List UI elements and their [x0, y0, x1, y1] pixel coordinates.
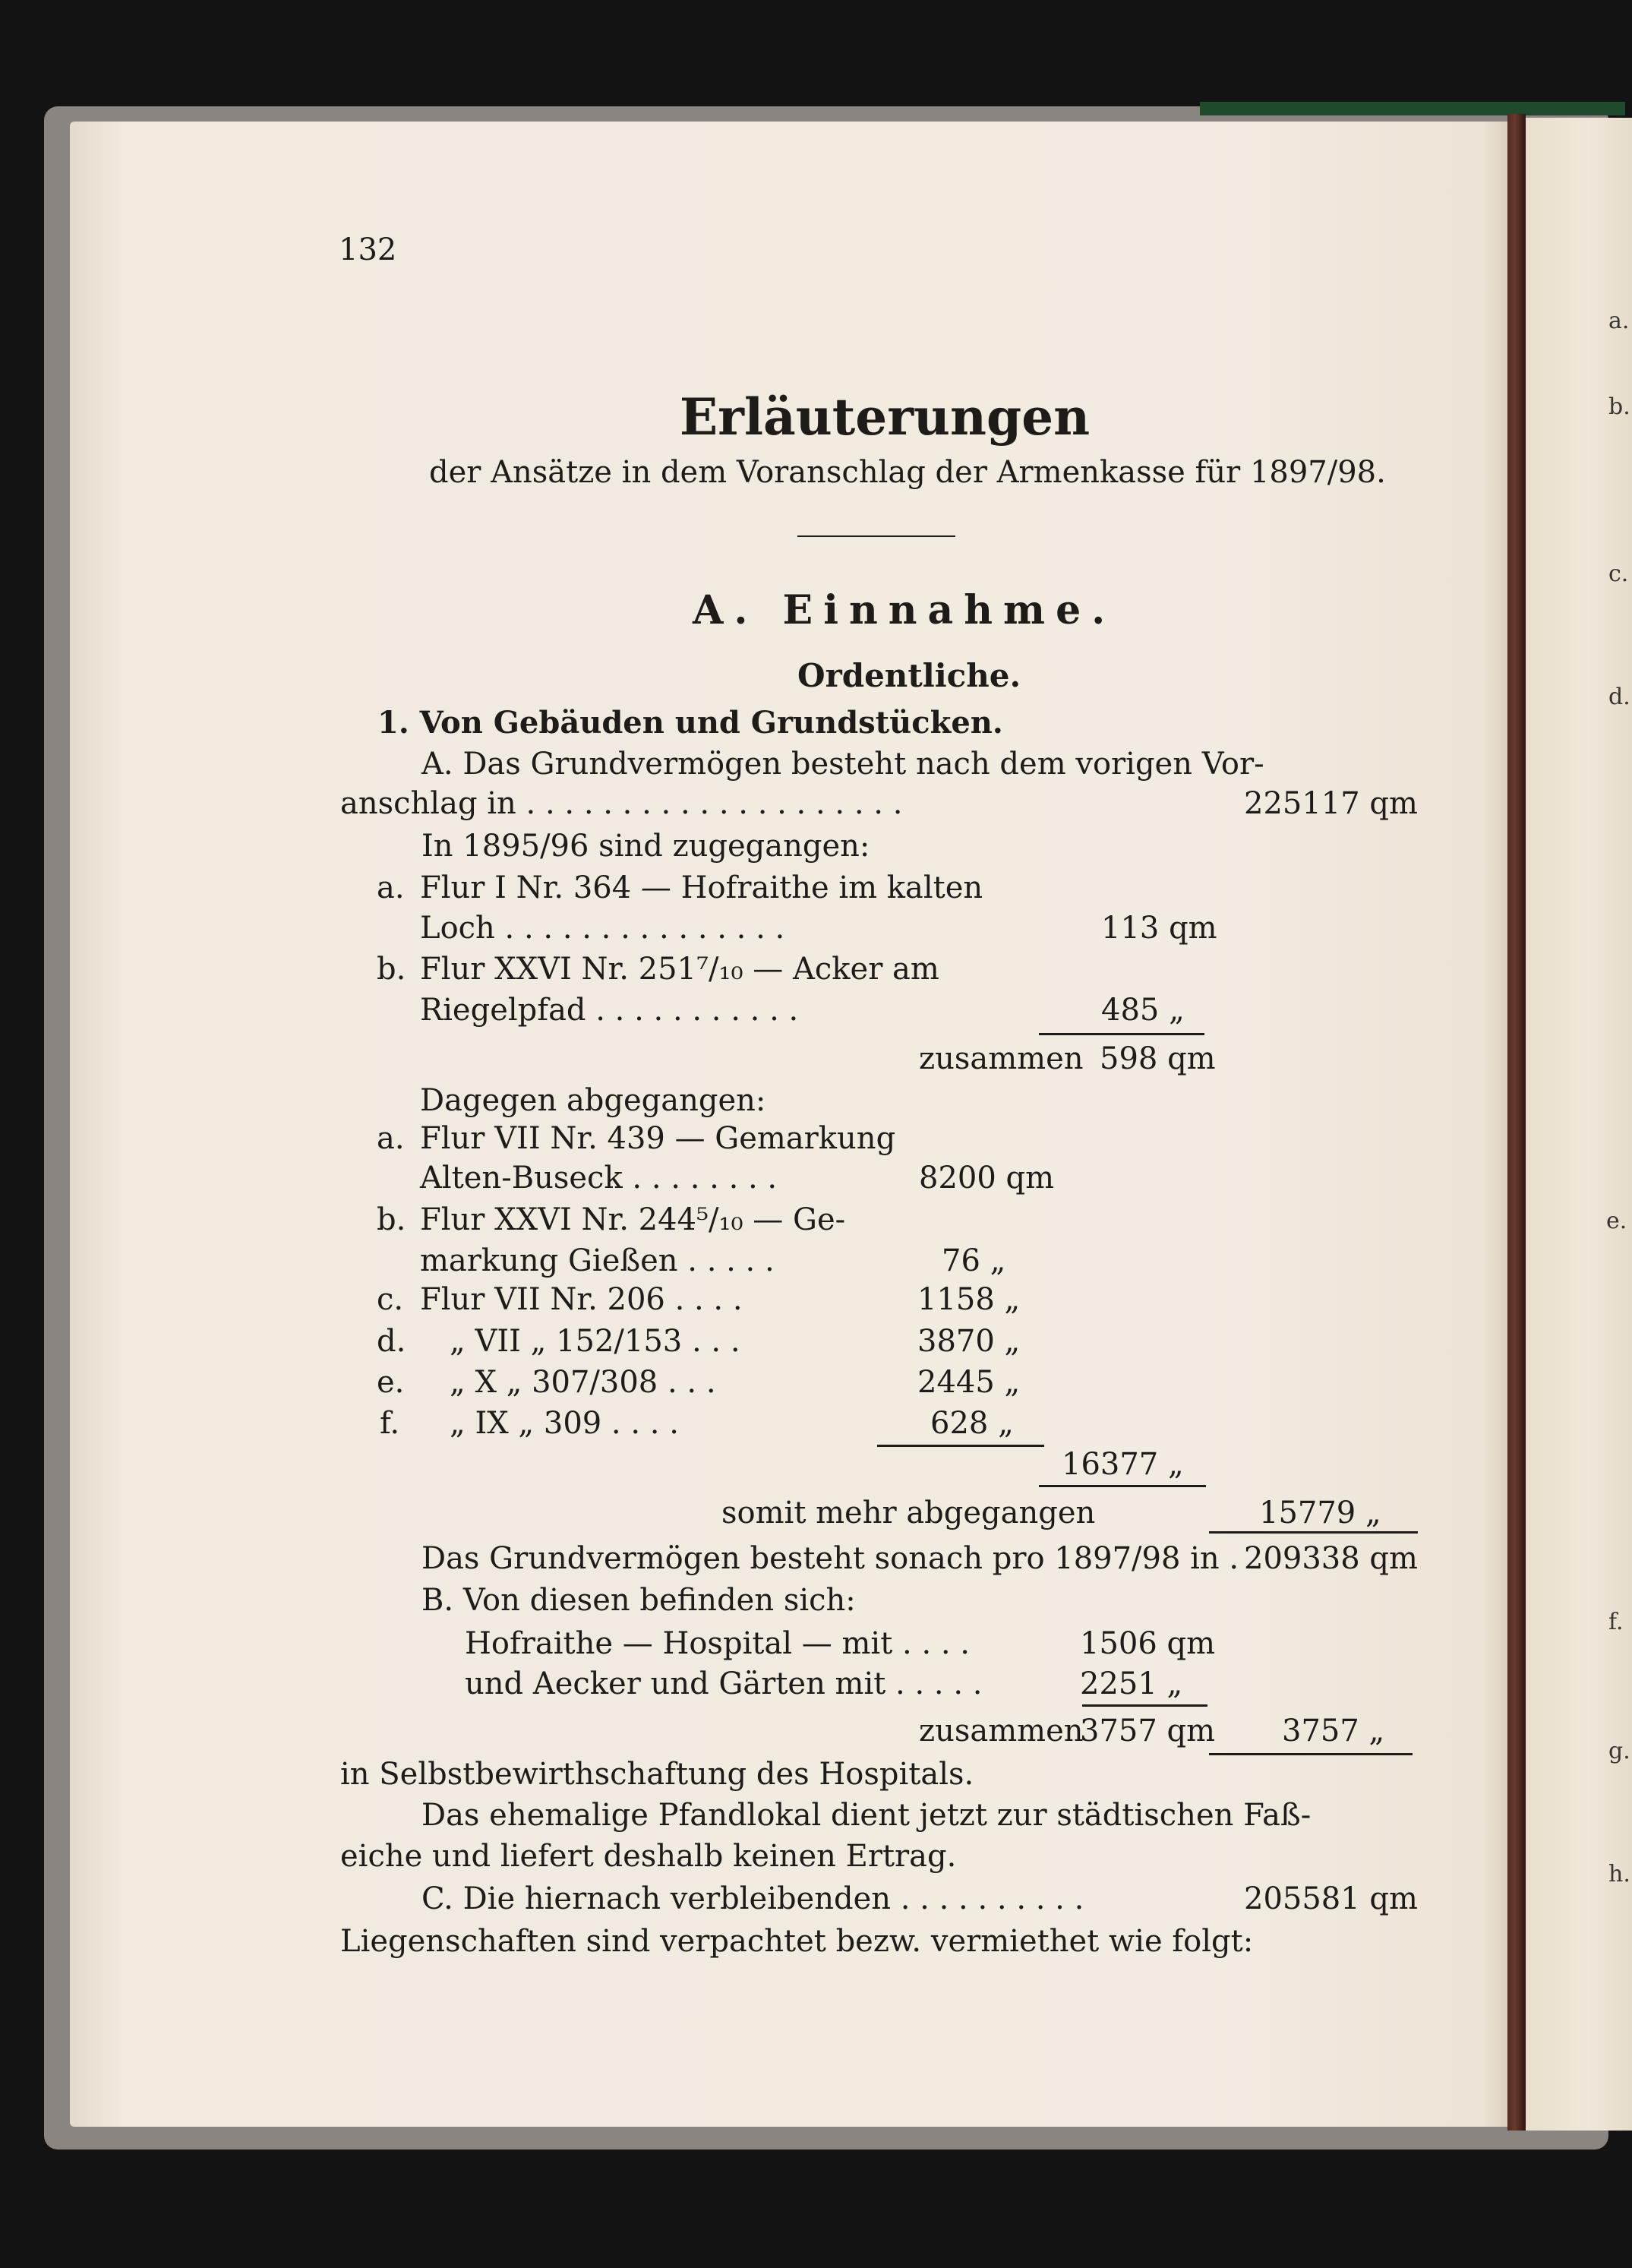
text-line: und Aecker und Gärten mit . . . . .	[465, 1666, 983, 1701]
margin-letter: h.	[1608, 1861, 1630, 1887]
sum-rule	[1209, 1753, 1413, 1755]
text-line: zusammen	[919, 1041, 1084, 1076]
margin-letter: e.	[1606, 1208, 1627, 1234]
text-line: A. Das Grundvermögen besteht nach dem vorigen Vor-	[421, 747, 1264, 782]
amount: 2251 „	[1080, 1666, 1183, 1701]
text-line: in Selbstbewirthschaftung des Hospitals.	[340, 1757, 974, 1792]
amount: 2445 „	[917, 1365, 1021, 1400]
item-letter: c.	[377, 1282, 404, 1317]
text-line: markung Gießen . . . . .	[420, 1243, 775, 1278]
text-line: C. Die hiernach verbleibenden . . . . . . . . . .	[421, 1881, 1084, 1916]
amount: 15779 „	[1259, 1496, 1381, 1530]
page-number: 132	[339, 232, 397, 267]
amount: 205581 qm	[1244, 1881, 1418, 1916]
text-line: Loch . . . . . . . . . . . . . . .	[420, 911, 785, 946]
text-line: „ IX „ 309 . . . .	[450, 1406, 679, 1441]
amount: 16377 „	[1062, 1447, 1184, 1482]
margin-letter: g.	[1608, 1738, 1630, 1764]
margin-letter: d.	[1608, 684, 1630, 710]
item-letter: b.	[377, 952, 406, 987]
sum-rule	[1082, 1704, 1207, 1707]
subsection-heading: Ordentliche.	[797, 657, 1021, 694]
sum-rule	[1039, 1033, 1204, 1035]
section-heading: A. Einnahme.	[693, 587, 1116, 633]
text-line: Riegelpfad . . . . . . . . . . .	[420, 993, 799, 1028]
amount: 485 „	[1101, 993, 1185, 1028]
text-line: Alten-Buseck . . . . . . . .	[420, 1161, 778, 1196]
text-line: Das Grundvermögen besteht sonach pro 1897/98 in .	[421, 1541, 1239, 1576]
item-letter: f.	[380, 1406, 400, 1441]
amount: 113 qm	[1101, 911, 1217, 946]
text-line: Flur XXVI Nr. 251⁷/₁₀ — Acker am	[420, 952, 939, 987]
item-letter: d.	[377, 1324, 406, 1359]
amount: 3870 „	[917, 1324, 1021, 1359]
text-line: Das ehemalige Pfandlokal dient jetzt zur städtischen Faß-	[421, 1798, 1312, 1833]
amount: 76 „	[942, 1243, 1006, 1278]
text-line: somit mehr abgegangen	[721, 1496, 1096, 1530]
text-line: „ X „ 307/308 . . .	[450, 1365, 716, 1400]
amount: 598 qm	[1100, 1041, 1216, 1076]
text-line: Dagegen abgegangen:	[420, 1083, 766, 1118]
item-letter: a.	[377, 1121, 405, 1156]
item-letter: b.	[377, 1202, 406, 1237]
amount: 3757 „	[1282, 1714, 1385, 1748]
item-letter: a.	[377, 870, 405, 905]
text-line: zusammen	[919, 1714, 1084, 1748]
margin-letter: c.	[1608, 561, 1629, 587]
item-heading: 1. Von Gebäuden und Grundstücken.	[377, 705, 1003, 741]
text-line: B. Von diesen befinden sich:	[421, 1583, 856, 1618]
margin-letter: b.	[1608, 393, 1630, 420]
text-line: Liegenschaften sind verpachtet bezw. vermiethet wie folgt:	[340, 1924, 1254, 1959]
text-line: anschlag in . . . . . . . . . . . . . . . . . . . .	[340, 786, 903, 821]
amount: 3757 qm	[1080, 1714, 1216, 1748]
amount: 209338 qm	[1244, 1541, 1418, 1576]
amount: 628 „	[930, 1406, 1014, 1441]
text-line: „ VII „ 152/153 . . .	[450, 1324, 740, 1359]
text-line: Flur VII Nr. 439 — Gemarkung	[420, 1121, 896, 1156]
amount: 225117 qm	[1244, 786, 1418, 821]
amount: 1506 qm	[1080, 1626, 1216, 1661]
sum-rule	[877, 1445, 1044, 1447]
amount: 1158 „	[917, 1282, 1021, 1317]
sum-rule	[1039, 1485, 1206, 1487]
page-title-text: Erläuterungen	[679, 387, 1091, 447]
amount: 8200 qm	[919, 1161, 1055, 1196]
sum-rule	[1209, 1531, 1418, 1534]
margin-letter: a.	[1608, 308, 1630, 334]
page-subtitle: der Ansätze in dem Voranschlag der Armenkasse für 1897/98.	[429, 455, 1386, 490]
item-letter: e.	[377, 1365, 405, 1400]
text-line: Flur I Nr. 364 — Hofraithe im kalten	[420, 870, 983, 905]
margin-letter: f.	[1608, 1609, 1624, 1635]
text-line: Flur XXVI Nr. 244⁵/₁₀ — Ge-	[420, 1202, 846, 1237]
text-line: In 1895/96 sind zugegangen:	[421, 829, 870, 864]
text-line: Flur VII Nr. 206 . . . .	[420, 1282, 743, 1317]
title-divider	[797, 535, 955, 537]
text-line: eiche und liefert deshalb keinen Ertrag.	[340, 1839, 957, 1874]
text-line: Hofraithe — Hospital — mit . . . .	[465, 1626, 971, 1661]
